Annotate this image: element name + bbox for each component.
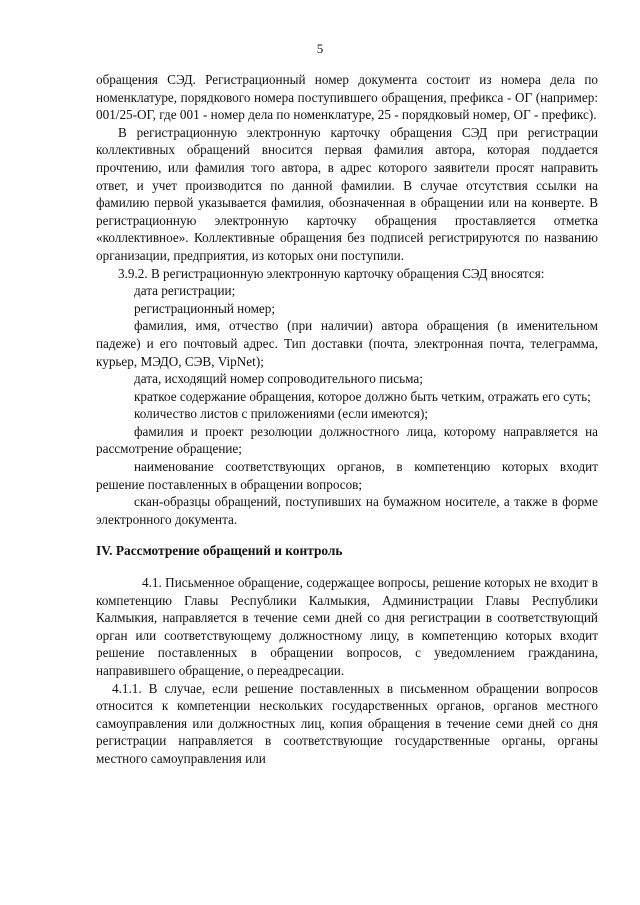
- paragraph-collective-appeals: В регистрационную электронную карточку обращения СЭД при регистрации коллективных обращений вносится первая фамилия автора, которая поддается прочтению, или фамилия того автора, в адрес которого заявители просят направить ответ, и учет производится по данной фамилии. В случае отсутствия ссылки на фамилию первой указывается фамилия, обозначенная в обращении или на конверте. В регистрационную электронную карточку обращения проставляется отметка «коллективное». Коллективные обращения без подписей регистрируются по названию организации, предприятия, из которых они поступили.: [96, 124, 598, 263]
- paragraph-4-1: 4.1. Письменное обращение, содержащее вопросы, решение которых не входит в компетенцию Главы Республики Калмыкия, Администрации Главы Республики Калмыкия, направляется в течение семи дней со дня регистрации в соответствующий орган или соответствующему должностному лицу, в компетенцию которых входит решение поставленных в обращении вопросов, с уведомлением гражданина, направившего обращение, о переадресации.: [96, 575, 598, 678]
- page-number: 5: [316, 41, 324, 56]
- list-item: фамилия и проект резолюции должностного лица, которому направляется на рассмотрение обращение;: [96, 423, 598, 457]
- paragraph-4-1-1: 4.1.1. В случае, если решение поставленных в письменном обращении вопросов относится к компетенции нескольких государственных органов, органов местного самоуправления или должностных лиц, копия обращения в течение семи дней со дня регистрации направляется в соответствующие государственные органы, органы местного самоуправления или: [96, 680, 598, 766]
- list-item: фамилия, имя, отчество (при наличии) автора обращения (в именительном падеже) и его почтовый адрес. Тип доставки (почта, электронная почта, телеграмма, курьер, МЭДО, СЭВ, VipNet);: [96, 318, 598, 369]
- list-item: наименование соответствующих органов, в компетенцию которых входит решение поставленных в обращении вопросов;: [96, 459, 598, 492]
- list-item: количество листов с приложениями (если имеются);: [134, 406, 429, 422]
- paragraph-3-9-2: 3.9.2. В регистрационную электронную карточку обращения СЭД вносятся:: [118, 265, 545, 281]
- list-item: краткое содержание обращения, которое должно быть четким, отражать его суть;: [134, 388, 591, 404]
- paragraph-continuation: обращения СЭД. Регистрационный номер документа состоит из номера дела по номенклатуре, порядкового номера поступившего обращения, префикса - ОГ (например: 001/25-ОГ, где 001 - номер дела по номенклатуре, 25 - порядковый номер, ОГ - префикс).: [96, 72, 598, 123]
- list-item: регистрационный номер;: [134, 300, 276, 316]
- page-body: [96, 71, 598, 768]
- list-item: скан-образцы обращений, поступивших на бумажном носителе, а также в форме электронного документа.: [96, 494, 598, 527]
- list-item: дата регистрации;: [134, 283, 236, 299]
- list-item: дата, исходящий номер сопроводительного письма;: [134, 371, 423, 387]
- section-heading: IV. Рассмотрение обращений и контроль: [96, 543, 343, 559]
